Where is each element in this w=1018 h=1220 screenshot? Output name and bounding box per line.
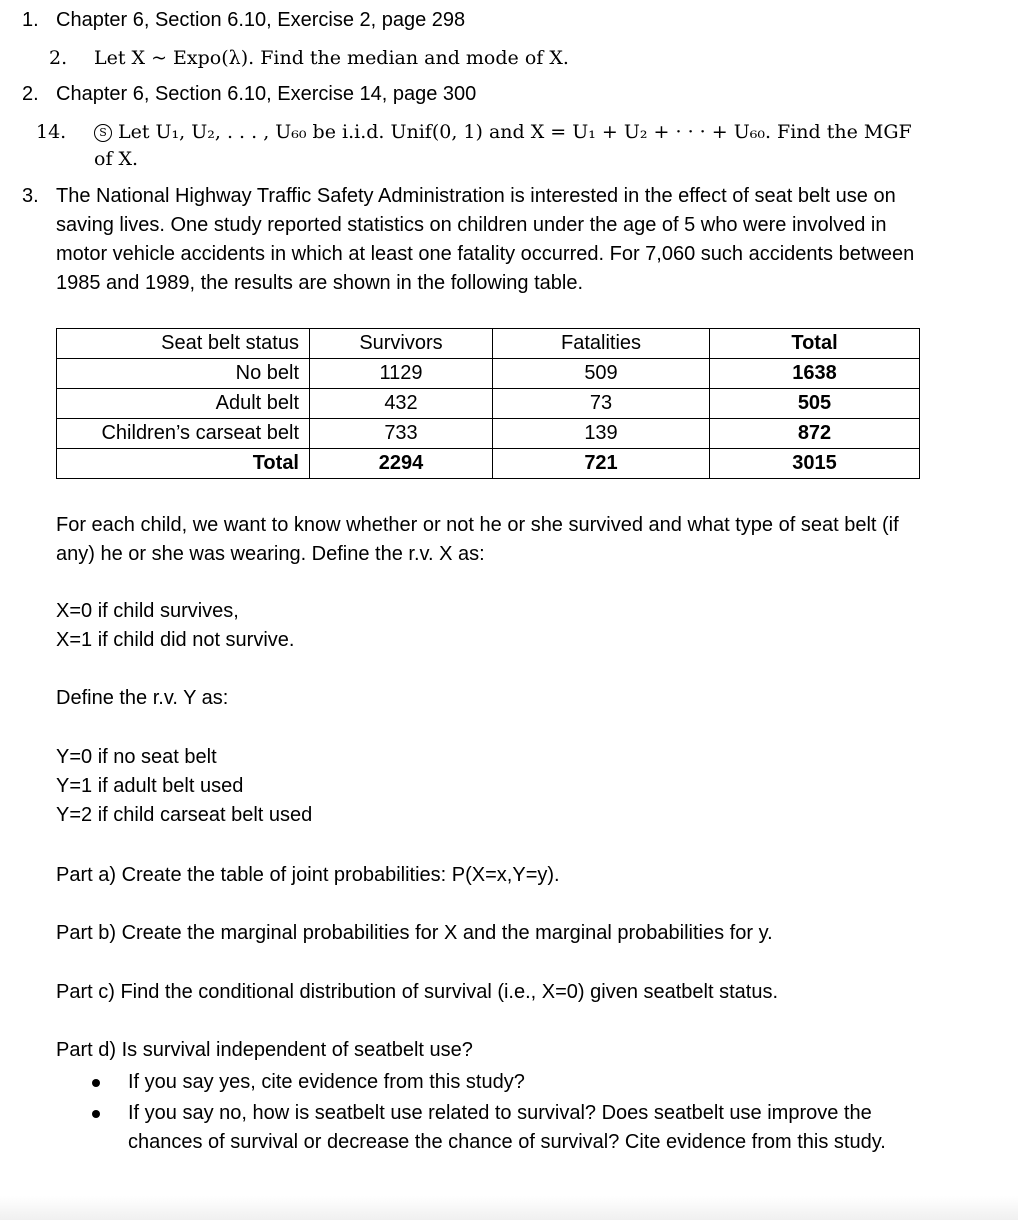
exercise-2-text: Let X ~ Expo(λ). Find the median and mode of X.	[94, 47, 569, 69]
item-1-heading: Chapter 6, Section 6.10, Exercise 2, page 298	[56, 9, 466, 31]
row-label: No belt	[57, 359, 310, 389]
cell: 432	[310, 389, 493, 419]
bullet-icon	[92, 1079, 100, 1087]
y2-definition: Y=2 if child carseat belt used	[56, 804, 313, 826]
x0-definition: X=0 if child survives,	[56, 600, 239, 622]
cell: 2294	[310, 449, 493, 479]
cell: 721	[493, 449, 710, 479]
item-3-number: 3.	[22, 185, 39, 207]
intro-paragraph: For each child, we want to know whether or not he or she survived and what type of seat belt (if any) he or she was wearing. Define the r.v. X as:	[56, 514, 899, 565]
list-item	[80, 1068, 920, 1097]
row-label: Total	[57, 449, 310, 479]
part-c: Part c) Find the conditional distribution of survival (i.e., X=0) given seatbelt status.	[56, 981, 779, 1003]
header-cell: Fatalities	[493, 329, 710, 359]
exercise-14-number: 14.	[36, 121, 67, 143]
page-bottom-edge	[0, 1196, 1018, 1220]
header-cell: Seat belt status	[57, 329, 310, 359]
seatbelt-table	[56, 328, 920, 479]
cell: 509	[493, 359, 710, 389]
define-y-label: Define the r.v. Y as:	[56, 687, 229, 709]
bullet-text: If you say no, how is seatbelt use related to survival? Does seatbelt use improve the chances of survival or decrease the chance of survival? Cite evidence from this study.	[128, 1102, 886, 1153]
item-1	[22, 9, 465, 32]
part-a: Part a) Create the table of joint probabilities: P(X=x,Y=y).	[56, 864, 560, 886]
row-label: Children’s carseat belt	[57, 419, 310, 449]
y0-definition: Y=0 if no seat belt	[56, 746, 217, 768]
cell: 73	[493, 389, 710, 419]
exercise-14-line2: of X.	[94, 148, 139, 170]
cell: 1638	[710, 359, 920, 389]
row-label: Adult belt	[57, 389, 310, 419]
cell: 3015	[710, 449, 920, 479]
item-2-number: 2.	[22, 83, 39, 105]
table-row	[57, 359, 920, 389]
bullet-icon	[92, 1110, 100, 1118]
item-2	[22, 83, 476, 106]
exercise-14-line1: Let U₁, U₂, . . . , U₆₀ be i.i.d. Unif(0, 1) and X = U₁ + U₂ + · · · + U₆₀. Find the MGF	[118, 121, 912, 143]
cell: 139	[493, 419, 710, 449]
part-b: Part b) Create the marginal probabilities for X and the marginal probabilities for y.	[56, 922, 773, 944]
part-d-bullets	[80, 1068, 920, 1159]
item-2-heading: Chapter 6, Section 6.10, Exercise 14, page 300	[56, 83, 477, 105]
list-item	[80, 1099, 920, 1157]
cell: 872	[710, 419, 920, 449]
starred-icon: S	[94, 124, 112, 142]
cell: 733	[310, 419, 493, 449]
x1-definition: X=1 if child did not survive.	[56, 629, 295, 651]
table-header-row	[57, 329, 920, 359]
table-row	[57, 389, 920, 419]
part-d: Part d) Is survival independent of seatbelt use?	[56, 1039, 473, 1061]
item-3-paragraph: The National Highway Traffic Safety Administration is interested in the effect of seat belt use on saving lives. One study reported statistics on children under the age of 5 who were involved in motor vehicle accidents in which at least one fatality occurred. For 7,060 such accidents between 1985 and 1989, the results are shown in the following table.	[56, 185, 915, 294]
bullet-text: If you say yes, cite evidence from this study?	[128, 1071, 525, 1093]
cell: 1129	[310, 359, 493, 389]
item-1-number: 1.	[22, 9, 39, 31]
exercise-2-number: 2.	[49, 47, 68, 69]
exercise-14	[36, 121, 912, 143]
header-cell: Survivors	[310, 329, 493, 359]
y1-definition: Y=1 if adult belt used	[56, 775, 244, 797]
table-row	[57, 419, 920, 449]
table-total-row	[57, 449, 920, 479]
header-cell: Total	[710, 329, 920, 359]
cell: 505	[710, 389, 920, 419]
exercise-2	[49, 47, 569, 69]
